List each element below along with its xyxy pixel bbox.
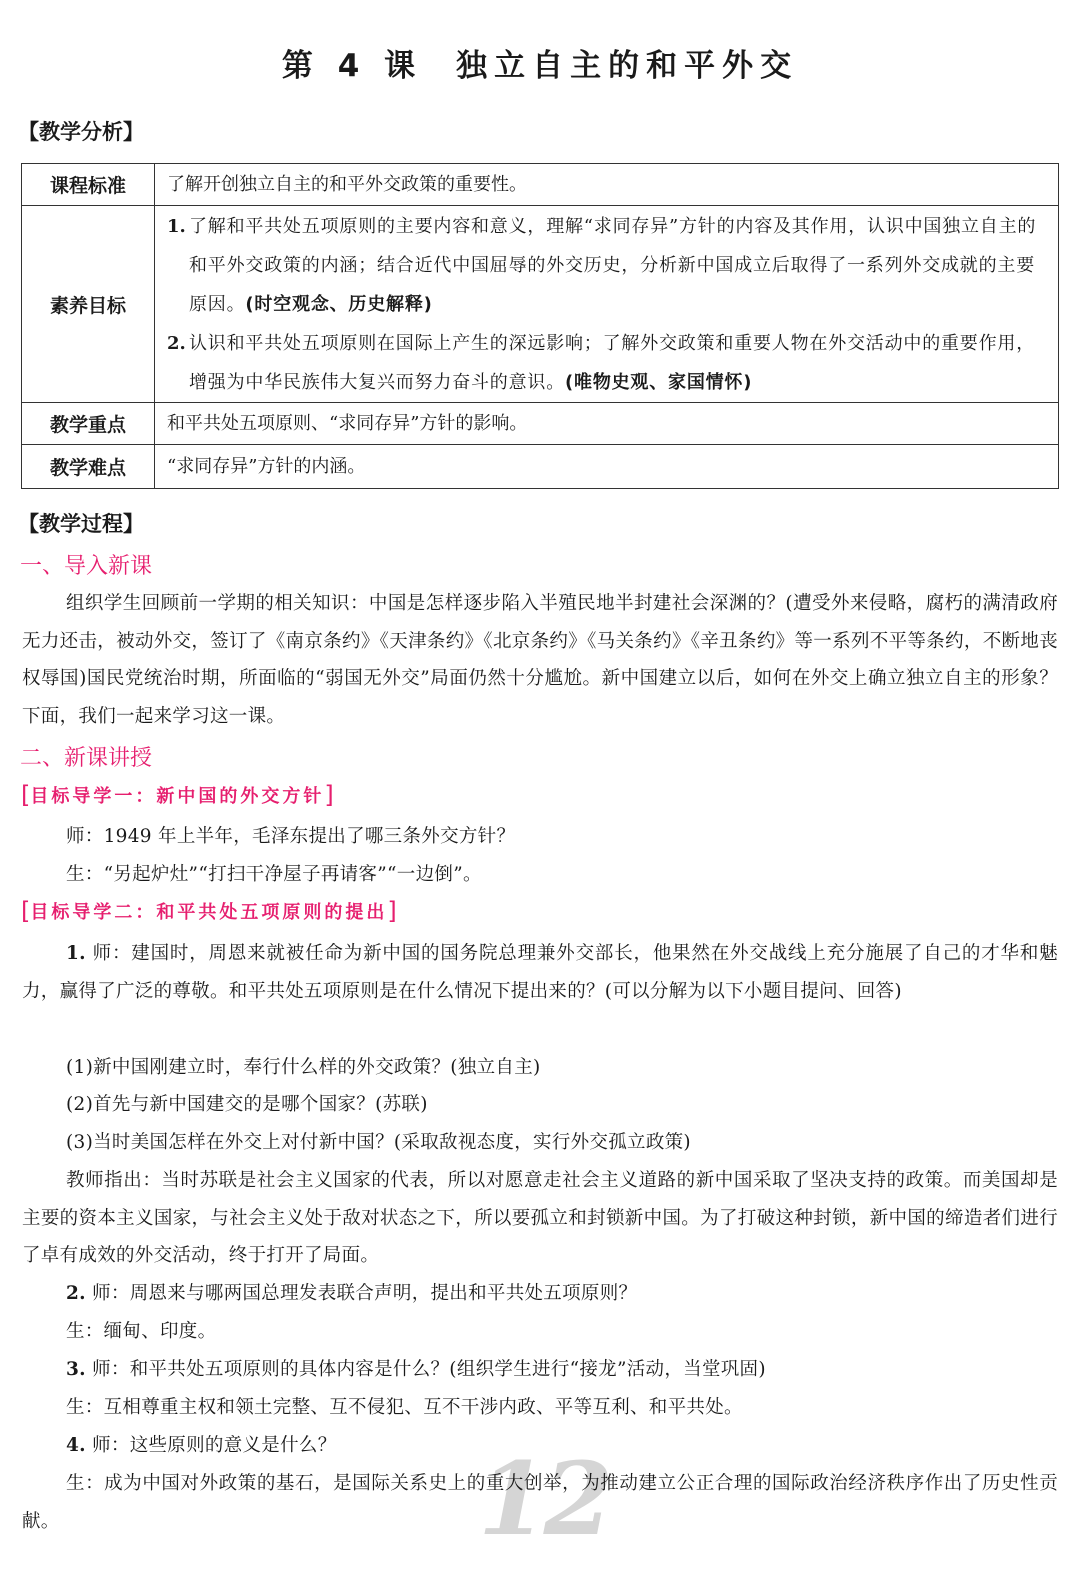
goal-text: 了解和平共处五项原则的主要内容和意义，理解“求同存异”方针的内容及其作用，认识中国独立自主的和平外交政策的内涵；结合近代中国屈辱的外交历史，分析新中国成立后取得了一系列外交成就的主要原因。 (189, 215, 1037, 315)
answer-2: 生：缅甸、印度。 (66, 1321, 217, 1342)
goal-guide-1-text: 目标导学一：新中国的外交方针 (30, 786, 325, 807)
table-row (22, 445, 1059, 489)
goal-tag: (唯物史观、家国情怀) (565, 371, 753, 393)
goal-text: 认识和平共处五项原则在国际上产生的深远影响；了解外交政策和重要人物在外交活动中的重要作用，增强为中华民族伟大复兴而努力奋斗的意识。 (189, 332, 1035, 393)
item-1 (22, 935, 1058, 1010)
answer-1: 生：“另起炉灶”“打扫干净屋子再请客”“一边倒”。 (66, 864, 482, 885)
standard-text: 了解开创独立自主的和平外交政策的重要性。 (155, 164, 1059, 206)
goals-label: 素养目标 (22, 206, 155, 403)
item-3 (22, 1351, 1058, 1389)
sub-question-3: (3)当时美国怎样在外交上对付新中国？(采取敌视态度，实行外交孤立政策) (66, 1132, 691, 1153)
item-number: 1. (66, 943, 86, 964)
question-1: 师：1949 年上半年，毛泽东提出了哪三条外交方针？ (66, 826, 516, 847)
key-text: 和平共处五项原则、“求同存异”方针的影响。 (155, 403, 1059, 445)
item-text: 师：建国时，周恩来就被任命为新中国的国务院总理兼外交部长，他果然在外交战线上充分施展了自己的才华和魅力，赢得了广泛的尊敬。和平共处五项原则是在什么情况下提出来的？(可以分解为以下小题目提问、回答) (22, 943, 1058, 1002)
lesson-title (0, 40, 1080, 85)
goal-number: 1. (167, 215, 186, 237)
intro-paragraph: 组织学生回顾前一学期的相关知识：中国是怎样逐步陷入半殖民地半封建社会深渊的？(遭受外来侵略，腐朽的满清政府无力还击，被动外交，签订了《南京条约》《天津条约》《北京条约》《马关条约》《辛丑条约》等一系列不平等条约，不断地丧权辱国)国民党统治时期，所面临的“弱国无外交”局面仍然十分尴尬。新中国建立以后，如何在外交上确立独立自主的形象？下面，我们一起来学习这一课。 (22, 593, 1058, 727)
table-row (22, 206, 1059, 403)
answer-3: 生：互相尊重主权和领土完整、互不侵犯、互不干涉内政、平等互利、和平共处。 (66, 1397, 743, 1418)
page-number: 12 (478, 1440, 610, 1558)
difficulty-text: “求同存异”方针的内涵。 (155, 445, 1059, 489)
item-text: 师：和平共处五项原则的具体内容是什么？(组织学生进行“接龙”活动，当堂巩固) (92, 1359, 766, 1380)
item-number: 3. (66, 1359, 86, 1380)
process-heading: 【教学过程】 (18, 512, 144, 536)
goal-item (167, 324, 1046, 402)
teacher-note: 教师指出：当时苏联是社会主义国家的代表，所以对愿意走社会主义道路的新中国采取了坚决支持的政策。而美国却是主要的资本主义国家，与社会主义处于敌对状态之下，所以要孤立和封锁新中国。为了打破这种封锁，新中国的缔造者们进行了卓有成效的外交活动，终于打开了局面。 (22, 1170, 1058, 1266)
goal-item (167, 207, 1046, 324)
goal-number: 2. (167, 332, 186, 354)
lesson-name: 独立自主的和平外交 (456, 48, 799, 84)
difficulty-label: 教学难点 (22, 445, 155, 489)
analysis-table (21, 163, 1059, 489)
sub-question-2: (2)首先与新中国建交的是哪个国家？(苏联) (66, 1094, 428, 1115)
sub-question-1: (1)新中国刚建立时，奉行什么样的外交政策？(独立自主) (66, 1057, 541, 1078)
goal-guide-2-text: 目标导学二：和平共处五项原则的提出 (30, 902, 388, 923)
goal-guide-1: [目标导学一：新中国的外交方针] (21, 781, 334, 809)
table-row (22, 403, 1059, 445)
analysis-heading: 【教学分析】 (18, 120, 144, 144)
goal-tag: (时空观念、历史解释) (245, 293, 433, 315)
goal-guide-2: [目标导学二：和平共处五项原则的提出] (21, 897, 397, 925)
item-number: 4. (66, 1435, 86, 1456)
item-number: 2. (66, 1283, 86, 1304)
goals-cell (155, 206, 1059, 403)
item-2 (22, 1275, 1058, 1313)
lesson-number: 第 4 课 (281, 48, 423, 84)
part1-title: 一、导入新课 (20, 554, 153, 579)
table-row (22, 164, 1059, 206)
answer-4: 生：成为中国对外政策的基石，是国际关系史上的重大创举，为推动建立公正合理的国际政治经济秩序作出了历史性贡献。 (22, 1473, 1058, 1532)
item-text: 师：周恩来与哪两国总理发表联合声明，提出和平共处五项原则？ (92, 1283, 638, 1304)
part2-title: 二、新课讲授 (20, 746, 153, 771)
key-label: 教学重点 (22, 403, 155, 445)
item-text: 师：这些原则的意义是什么？ (92, 1435, 337, 1456)
standard-label: 课程标准 (22, 164, 155, 206)
item-4 (22, 1427, 1058, 1465)
